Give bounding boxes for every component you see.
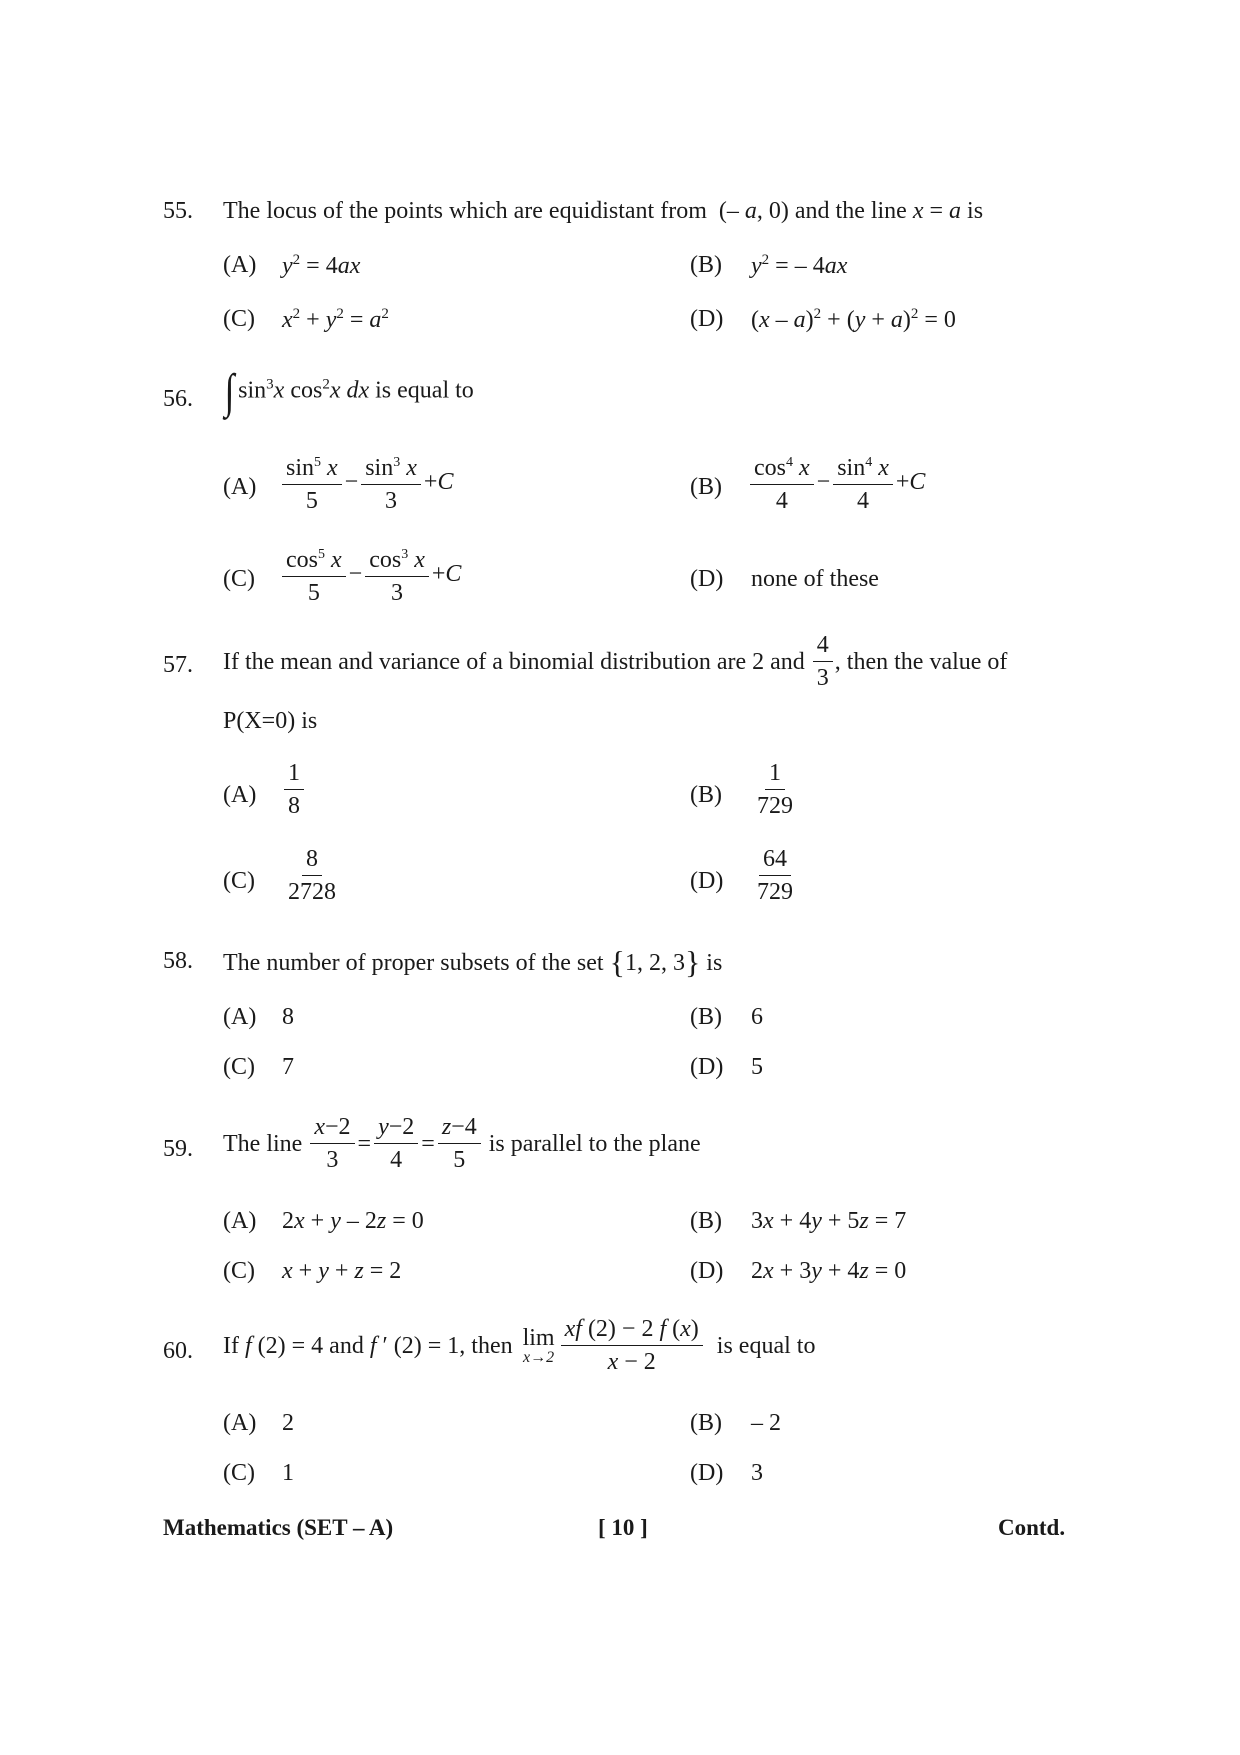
question-stem: ∫ $\sin^3x$ $\cos^2x$ dx is equal to <box>224 365 474 418</box>
option-text: $\frac{1}{729}$ <box>757 760 793 819</box>
question-stem-continued: P(X=0) is <box>223 708 318 734</box>
option-text: $\frac{64}{729}$ <box>757 846 793 905</box>
footer-contd: Contd. <box>998 1515 1066 1540</box>
option-label: (C) <box>223 1054 255 1080</box>
option-label: (A) <box>223 782 257 808</box>
option-label: (B) <box>690 1208 722 1234</box>
question-stem: The number of proper subsets of the set {1, 2, 3} is <box>223 944 723 980</box>
question-stem: If the mean and variance of a binomial distribution are 2 and $\frac{4}{3}$ , then the value of <box>223 632 1008 691</box>
option-text: $y^2 = 4ax$ <box>282 252 361 279</box>
option-text: 3 <box>751 1460 763 1486</box>
option-label: (D) <box>690 1258 724 1284</box>
option-label: (A) <box>223 1004 257 1030</box>
option-text: 1 <box>282 1460 294 1486</box>
option-text: 2x + y – 2z = 0 <box>282 1208 424 1234</box>
option-label: (B) <box>690 1004 722 1030</box>
question-number: 56. <box>163 386 193 412</box>
question-number: 58. <box>163 948 193 974</box>
option-text: $\frac{1}{8}$ <box>282 760 306 819</box>
footer-page-number: [ 10 ] <box>598 1515 648 1540</box>
option-label: (C) <box>223 566 255 592</box>
option-text: 3x + 4y + 5z = 7 <box>751 1208 907 1234</box>
option-text: $(x - a)^2 + (y + a)^2 = 0$ <box>751 306 956 333</box>
option-label: (C) <box>223 868 255 894</box>
footer-subject: Mathematics (SET – A) <box>163 1515 394 1540</box>
option-label: (D) <box>690 1460 724 1486</box>
option-text: $\frac{\sin^5 x}{5}$ − $\frac{\sin^3 x}{3}$ +C <box>280 450 454 514</box>
option-text: 2x + 3y + 4z = 0 <box>751 1258 907 1284</box>
question-number: 57. <box>163 652 193 678</box>
option-label: (D) <box>690 566 724 592</box>
option-text: 5 <box>751 1054 763 1080</box>
option-label: (A) <box>223 252 257 278</box>
option-text: none of these <box>751 566 879 592</box>
option-text: 8 <box>282 1004 294 1030</box>
option-label: (A) <box>223 1410 257 1436</box>
option-label: (D) <box>690 1054 724 1080</box>
option-label: (B) <box>690 1410 722 1436</box>
option-text: $\frac{8}{2728}$ <box>288 846 336 905</box>
option-text: – 2 <box>751 1410 781 1436</box>
question-stem: The line $\frac{x-2}{3}$ = $\frac{y-2}{4}$ = $\frac{z-4}{5}$ is parallel to the plane <box>223 1114 701 1173</box>
option-label: (B) <box>690 782 722 808</box>
option-label: (D) <box>690 868 724 894</box>
option-label: (A) <box>223 1208 257 1234</box>
question-stem: The locus of the points which are equidistant from (– a, 0) and the line x = a is <box>223 198 984 224</box>
option-text: $y^2$ = – 4ax <box>751 252 848 279</box>
option-label: (C) <box>223 1460 255 1486</box>
option-text: $\frac{\cos^4 x}{4}$ − $\frac{\sin^4 x}{4}$ +C <box>748 450 926 514</box>
option-label: (C) <box>223 306 255 332</box>
option-label: (D) <box>690 306 724 332</box>
option-text: 7 <box>282 1054 294 1080</box>
question-number: 55. <box>163 198 193 224</box>
option-label: (B) <box>690 252 722 278</box>
option-text: 6 <box>751 1004 763 1030</box>
option-text: x + y + z = 2 <box>282 1258 402 1284</box>
option-text: 2 <box>282 1410 294 1436</box>
option-label: (A) <box>223 474 257 500</box>
option-text: $\frac{\cos^5 x}{5}$ − $\frac{\cos^3 x}{3}$ +C <box>280 542 462 606</box>
question-stem: If f (2) = 4 and f ′ (2) = 1, then lim x→2 $\frac{xf (2) - 2 f (x)}{x - 2}$ is equal to <box>223 1316 816 1375</box>
question-number: 60. <box>163 1338 193 1364</box>
option-label: (C) <box>223 1258 255 1284</box>
question-number: 59. <box>163 1136 193 1162</box>
option-text: $x^2 + y^2 = a^2$ <box>282 306 389 333</box>
option-label: (B) <box>690 474 722 500</box>
